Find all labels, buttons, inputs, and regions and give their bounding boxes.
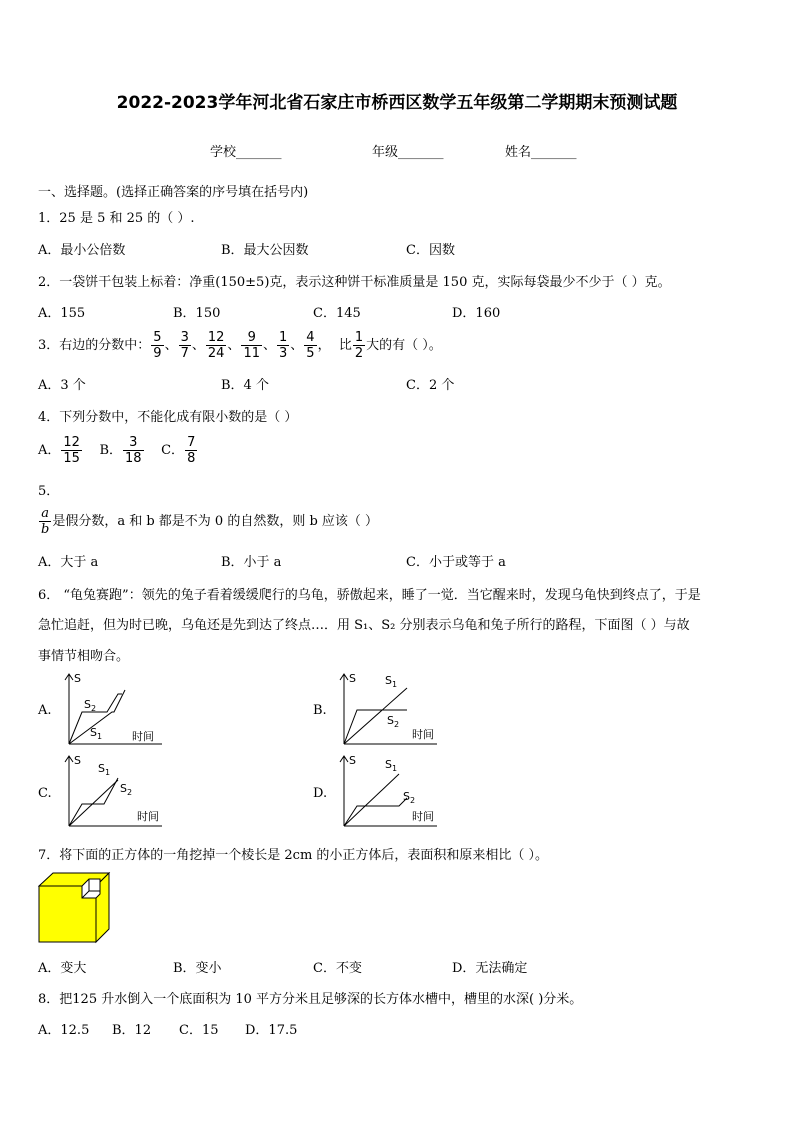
question-2: 2．一袋饼干包装上标着：净重(150±5)克，表示这种饼干标准质量是 150 克，实际每袋最少不少于（ ）克。 (38, 275, 671, 290)
q8-option-d: D．17.5 (245, 1023, 298, 1038)
fraction: $\frac{5}{9}$ (153, 330, 162, 361)
grade-field: 年级_______ (372, 145, 444, 160)
s1-line (344, 688, 407, 744)
q7-option-d: D．无法确定 (452, 961, 528, 976)
question-5-number: 5． (38, 484, 60, 499)
q3-option-b: B．4 个 (221, 378, 269, 393)
axis-time-label: 时间 (132, 730, 154, 743)
q7-option-b: B．变小 (173, 961, 222, 976)
q2-option-c: C．145 (313, 306, 361, 321)
question-6-line-1: 6． “龟兔赛跑”：领先的兔子看着缓缓爬行的乌龟，骄傲起来，睡了一觉．当它醒来时，发现乌龟快到终点了，于是 (38, 588, 701, 603)
s2-label: $S_2$ (387, 714, 400, 729)
q8-option-a: A．12.5 (38, 1023, 90, 1038)
q3-option-c: C．2 个 (406, 378, 455, 393)
q5-option-a: A．大于 a (38, 555, 99, 570)
question-1: 1．25 是 5 和 25 的（ ）. (38, 211, 195, 226)
fraction-half: $\frac{1}{2}$ (354, 330, 364, 361)
axis-time-label: 时间 (412, 810, 434, 823)
s1-label: $S_1$ (385, 674, 398, 689)
q6-graph-b (337, 670, 442, 748)
s2-label: $S_2$ (403, 790, 416, 805)
q6-option-b-label: B. (313, 703, 327, 718)
cube-figure (38, 872, 113, 945)
page-title: 2022-2023学年河北省石家庄市桥西区数学五年级第二学期期末预测试题 (116, 93, 678, 113)
axis-s-label: S (74, 754, 81, 767)
fraction: $\frac{1}{3}$ (279, 330, 288, 361)
q6-option-a-label: A. (38, 703, 52, 718)
q4-option-c-fraction: $\frac{7}{8}$ (187, 435, 196, 466)
q3-option-a: A．3 个 (38, 378, 86, 393)
axis-time-label: 时间 (137, 810, 159, 823)
q5-fraction: $\frac{a}{b}$ (41, 506, 50, 537)
q6-graph-d (337, 752, 442, 830)
question-6-line-2: 急忙追赶，但为时已晚，乌龟还是先到达了终点…．用 S₁、S₂ 分别表示乌龟和兔子所行的路程，下面图（ ）与故 (38, 618, 690, 633)
q1-option-c: C．因数 (406, 243, 455, 258)
q8-option-b: B．12 (112, 1023, 152, 1038)
axis-s-label: S (349, 672, 356, 685)
question-4: 4．下列分数中，不能化成有限小数的是（ ） (38, 410, 298, 425)
name-field: 姓名_______ (505, 145, 577, 160)
q8-option-c: C．15 (179, 1023, 219, 1038)
q6-option-d-label: D. (313, 786, 328, 801)
s1-label: $S_1$ (385, 758, 398, 773)
q3-prefix: 3．右边的分数中： (38, 338, 151, 353)
question-8: 8．把125 升水倒入一个底面积为 10 平方分米且足够深的长方体水槽中，槽里的水深( )分米。 (38, 992, 583, 1007)
q2-option-b: B．150 (173, 306, 221, 321)
axis-s-label: S (74, 672, 81, 685)
q7-option-a: A．变大 (38, 961, 87, 976)
q7-option-c: C．不变 (313, 961, 362, 976)
q4-option-a-fraction: $\frac{12}{15}$ (63, 435, 80, 466)
q4-options: A． $\frac{12}{15}$ B． $\frac{3}{18}$ C． $\frac{7}{8}$ (38, 435, 196, 466)
fraction: $\frac{4}{5}$ (306, 330, 315, 361)
axis-time-label: 时间 (412, 728, 434, 741)
s1-line (344, 774, 399, 826)
section-heading: 一、选择题。(选择正确答案的序号填在括号内) (38, 185, 309, 200)
axis-s-label: S (349, 754, 356, 767)
question-7: 7．将下面的正方体的一角挖掉一个棱长是 2cm 的小正方体后，表面积和原来相比（ ）。 (38, 848, 549, 863)
s1-line (69, 780, 118, 826)
q2-option-d: D．160 (452, 306, 501, 321)
q5-option-c: C．小于或等于 a (406, 555, 506, 570)
q1-option-a: A．最小公倍数 (38, 243, 126, 258)
q1-option-b: B．最大公因数 (221, 243, 309, 258)
fraction: $\frac{12}{24}$ (207, 330, 225, 361)
question-3: 3．右边的分数中： $\frac{5}{9}$ 、 $\frac{3}{7}$ 、 $\frac{12}{24}$ 、 $\frac{9}{11}$ 、 $\frac{1}{3}$ 、 $\frac{4}{5}$ ， 比 $\frac{1}{2}$ 大的有（ ）。 (38, 330, 442, 361)
q2-option-a: A．155 (38, 306, 86, 321)
s2-label: $S_2$ (84, 698, 97, 713)
s1-label: $S_1$ (90, 726, 103, 741)
question-5: $\frac{a}{b}$ 是假分数，a 和 b 都是不为 0 的自然数，则 b 应该（ ） (41, 506, 379, 537)
school-field: 学校_______ (210, 145, 282, 160)
q6-option-c-label: C. (38, 786, 52, 801)
s2-line (344, 798, 407, 826)
q5-option-b: B．小于 a (221, 555, 282, 570)
fraction: $\frac{3}{7}$ (180, 330, 189, 361)
s2-label: $S_2$ (120, 782, 133, 797)
q4-option-b-fraction: $\frac{3}{18}$ (125, 435, 142, 466)
s1-label: $S_1$ (98, 762, 111, 777)
question-6-line-3: 事情节相吻合。 (38, 649, 130, 664)
q6-graph-a (62, 670, 167, 748)
q6-graph-c (62, 752, 167, 830)
fraction: $\frac{9}{11}$ (243, 330, 260, 361)
